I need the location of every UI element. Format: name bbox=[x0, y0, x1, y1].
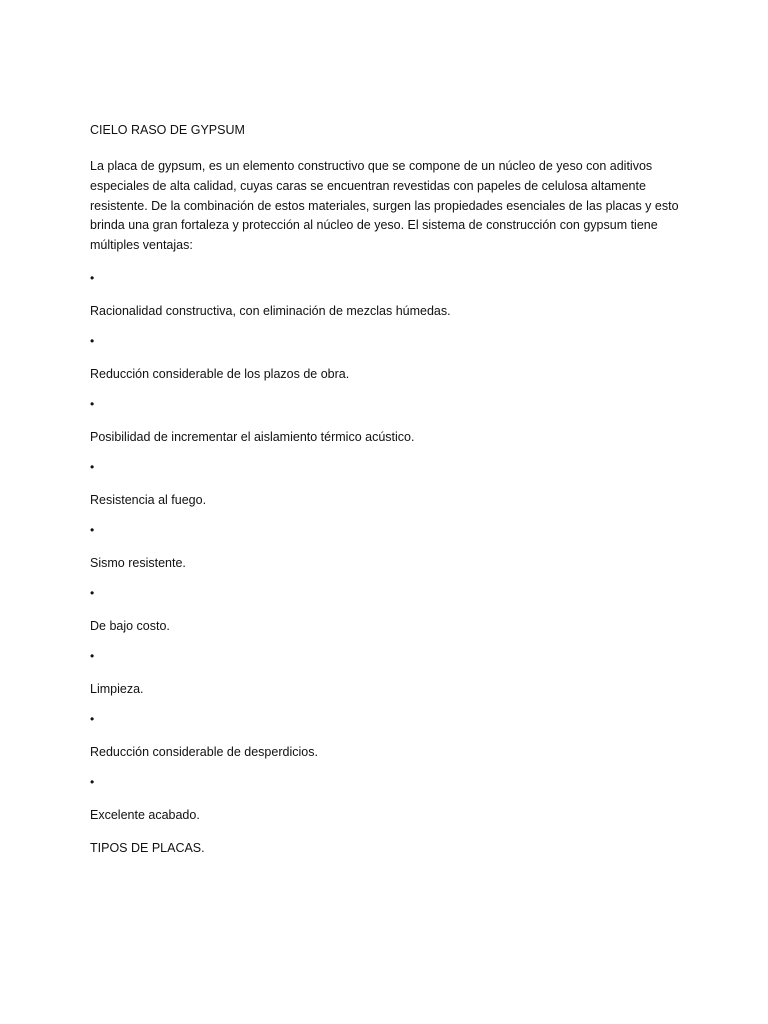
advantage-text: De bajo costo. bbox=[90, 618, 170, 633]
advantage-text: Posibilidad de incrementar el aislamiento térmico acústico. bbox=[90, 429, 415, 444]
advantage-text: Racionalidad constructiva, con eliminación de mezclas húmedas. bbox=[90, 303, 451, 318]
bullet-icon: • bbox=[90, 270, 95, 285]
advantage-text: Excelente acabado. bbox=[90, 807, 200, 822]
list-item bbox=[90, 648, 690, 697]
document-title: CIELO RASO DE GYPSUM bbox=[90, 123, 245, 137]
list-item bbox=[90, 585, 690, 634]
bullet-icon: • bbox=[90, 648, 95, 663]
advantage-text: Resistencia al fuego. bbox=[90, 492, 207, 507]
bullet-icon: • bbox=[90, 711, 95, 726]
bullet-icon: • bbox=[90, 333, 95, 348]
bullet-icon: • bbox=[90, 522, 95, 537]
bullet-icon: • bbox=[90, 459, 95, 474]
advantages-list bbox=[90, 270, 690, 823]
advantage-text: Limpieza. bbox=[90, 681, 144, 696]
bullet-icon: • bbox=[90, 585, 95, 600]
bullet-icon: • bbox=[90, 396, 95, 411]
document-page bbox=[90, 122, 690, 856]
advantage-text: Sismo resistente. bbox=[90, 555, 186, 570]
list-item bbox=[90, 522, 690, 571]
list-item bbox=[90, 333, 690, 382]
list-item bbox=[90, 774, 690, 823]
list-item bbox=[90, 459, 690, 508]
list-item bbox=[90, 270, 690, 319]
bullet-icon: • bbox=[90, 774, 95, 789]
intro-paragraph: La placa de gypsum, es un elemento constructivo que se compone de un núcleo de yeso con aditivos especiales de alta calidad, cuyas caras se encuentran revestidas con papeles de celulosa altamente resistente. De la combinación de estos materiales, surgen las propiedades esenciales de las placas y esto brinda una gran fortaleza y protección al núcleo de yeso. El sistema de construcción con gypsum tiene múltiples ventajas: bbox=[90, 159, 679, 253]
advantage-text: Reducción considerable de desperdicios. bbox=[90, 744, 318, 759]
list-item bbox=[90, 396, 690, 445]
list-item bbox=[90, 711, 690, 760]
section-heading: TIPOS DE PLACAS. bbox=[90, 840, 205, 855]
advantage-text: Reducción considerable de los plazos de obra. bbox=[90, 366, 350, 381]
